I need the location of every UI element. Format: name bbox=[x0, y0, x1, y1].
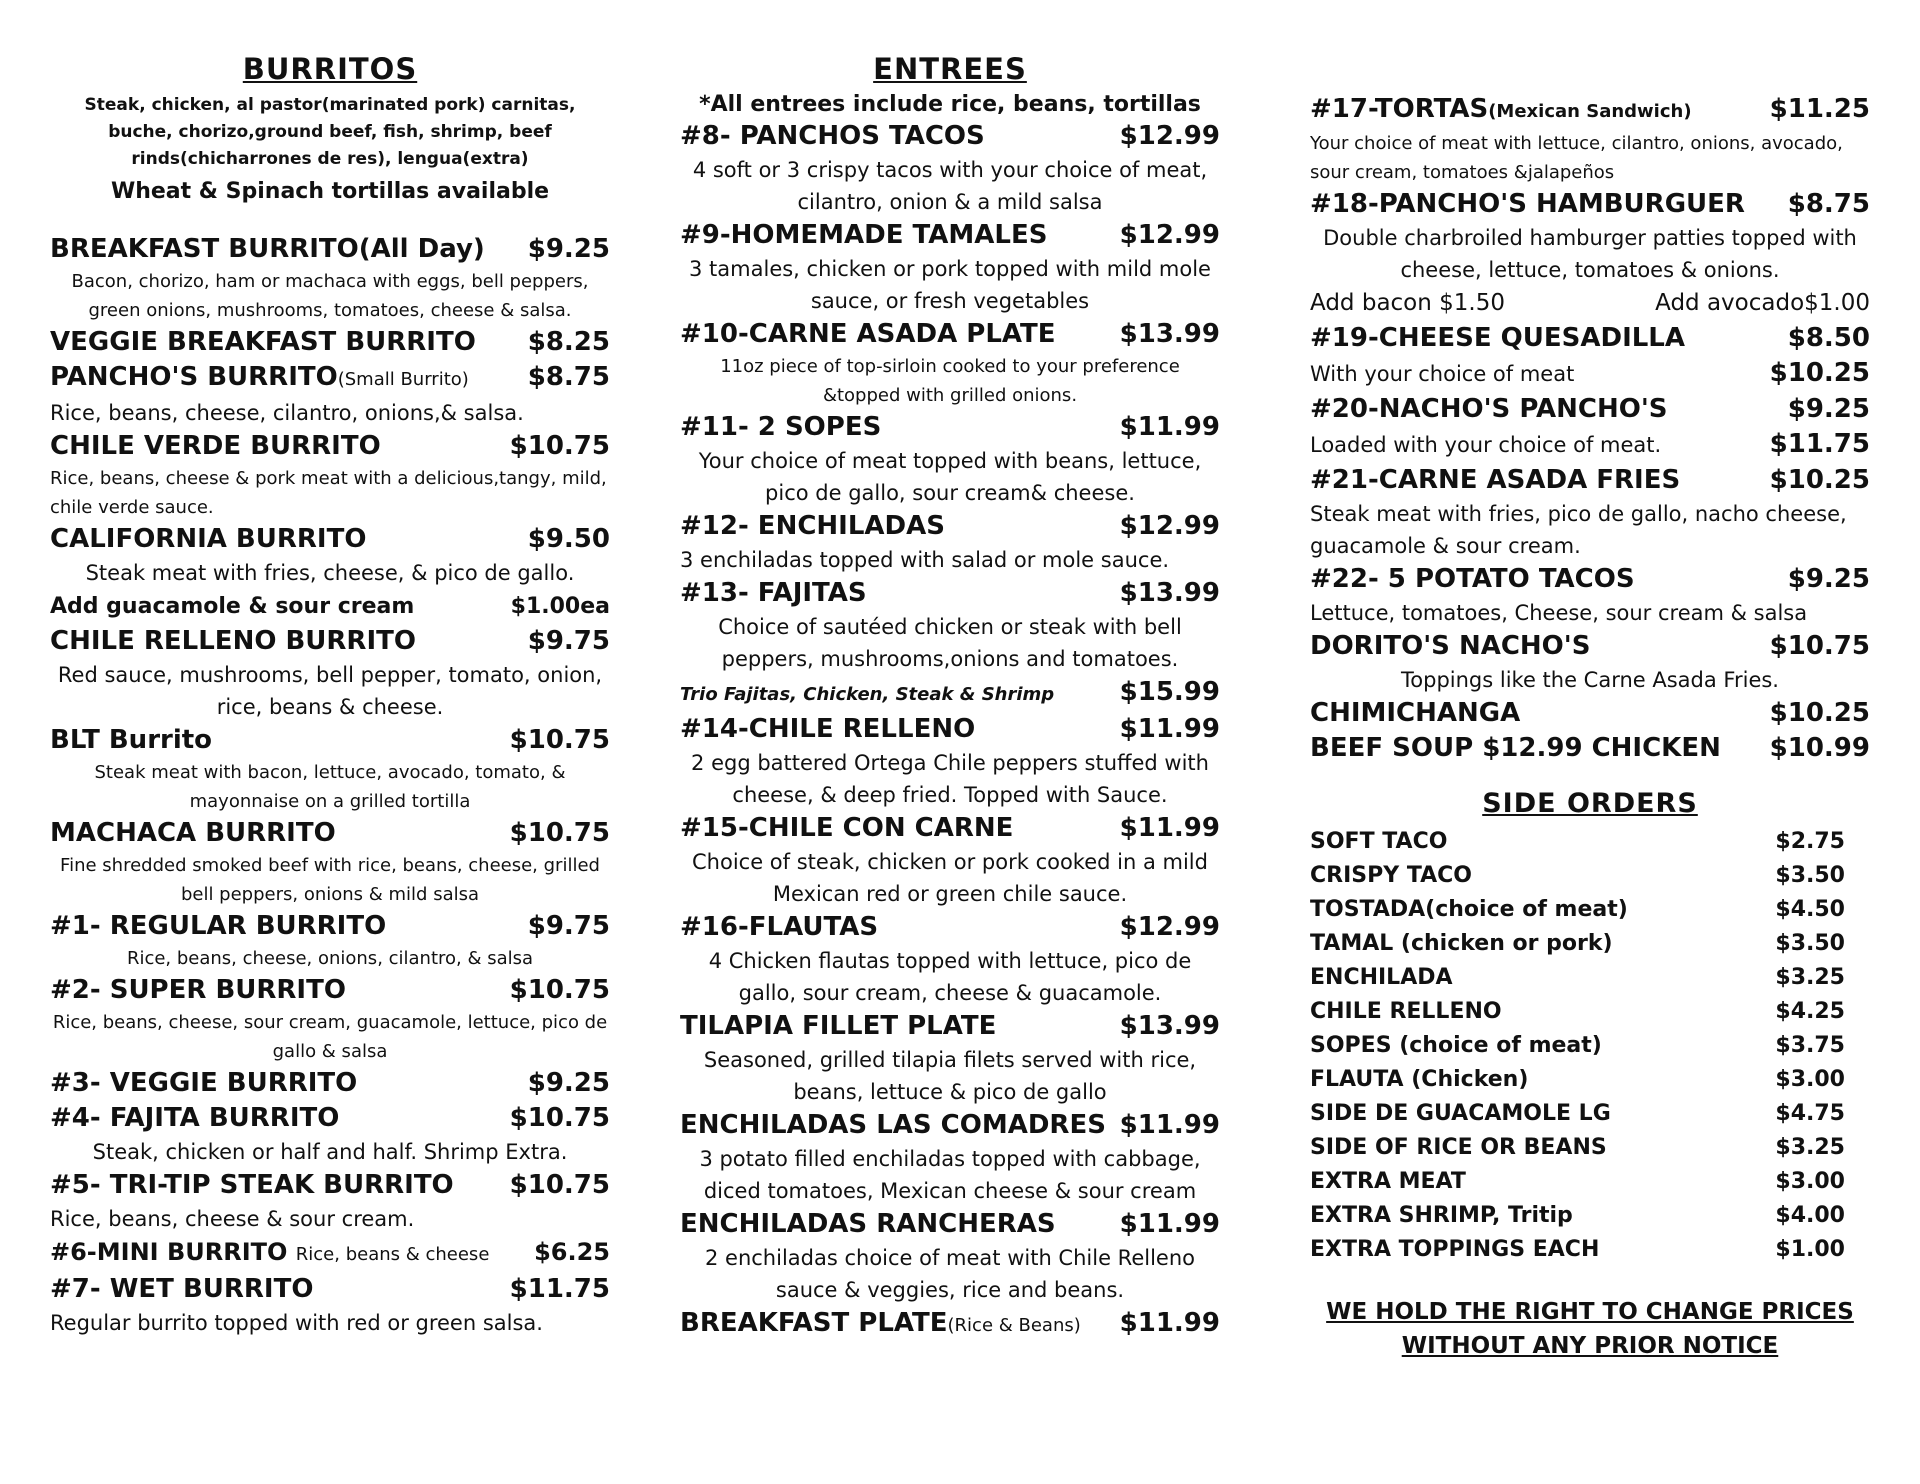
menu-item bbox=[50, 1066, 610, 1101]
item-description: 3 tamales, chicken or pork topped with mild mole sauce, or fresh vegetables bbox=[689, 257, 1211, 313]
item-name: CALIFORNIA BURRITO bbox=[50, 524, 367, 554]
specials-column bbox=[1310, 92, 1870, 1363]
add-bacon-label: Add bacon $1.50 bbox=[1310, 290, 1505, 316]
side-item bbox=[1310, 1165, 1870, 1199]
item-description: Seasoned, grilled tilapia filets served with rice, beans, lettuce & pico de gallo bbox=[703, 1048, 1197, 1104]
item-name: BLT Burrito bbox=[50, 725, 213, 755]
side-item bbox=[1310, 1029, 1870, 1063]
item-price: $11.99 bbox=[1119, 813, 1220, 843]
entrees-column bbox=[680, 52, 1220, 1343]
item-price: $10.25 bbox=[1769, 358, 1870, 388]
side-name: SOFT TACO bbox=[1310, 829, 1448, 854]
item-name: #11- 2 SOPES bbox=[680, 412, 882, 442]
item-name: BREAKFAST BURRITO(All Day) bbox=[50, 234, 485, 264]
item-name: #21-CARNE ASADA FRIES bbox=[1310, 465, 1681, 495]
item-price: $12.99 bbox=[1119, 220, 1220, 250]
menu-item-option bbox=[1310, 427, 1870, 463]
item-price: $9.50 bbox=[527, 524, 610, 554]
item-name: #1- REGULAR BURRITO bbox=[50, 911, 387, 941]
item-price: $10.75 bbox=[509, 975, 610, 1005]
side-price: $4.00 bbox=[1775, 1203, 1845, 1228]
item-name: BREAKFAST PLATE bbox=[680, 1308, 948, 1338]
item-size-note: Rice, beans & cheese bbox=[295, 1244, 490, 1265]
menu-item bbox=[50, 1168, 610, 1203]
entrees-title: ENTREES bbox=[873, 52, 1027, 86]
item-description: Red sauce, mushrooms, bell pepper, tomato, onion, rice, beans & cheese. bbox=[57, 663, 603, 719]
side-price: $4.75 bbox=[1775, 1101, 1845, 1126]
item-name: #4- FAJITA BURRITO bbox=[50, 1103, 340, 1133]
item-name: #22- 5 POTATO TACOS bbox=[1310, 564, 1635, 594]
menu-item bbox=[680, 509, 1220, 544]
item-description: Rice, beans, cheese & pork meat with a delicious,tangy, mild, chile verde sauce. bbox=[50, 468, 607, 518]
menu-item bbox=[680, 218, 1220, 253]
item-name: #14-CHILE RELLENO bbox=[680, 714, 976, 744]
item-name: #5- TRI-TIP STEAK BURRITO bbox=[50, 1170, 454, 1200]
menu-item bbox=[680, 576, 1220, 611]
menu-item bbox=[680, 1108, 1220, 1143]
side-name: TOSTADA(choice of meat) bbox=[1310, 897, 1628, 922]
item-name: #8- PANCHOS TACOS bbox=[680, 121, 985, 151]
menu-item bbox=[680, 910, 1220, 945]
side-price: $3.50 bbox=[1775, 863, 1845, 888]
menu-item bbox=[1310, 562, 1870, 597]
item-price: $8.75 bbox=[527, 362, 610, 392]
item-description: Double charbroiled hamburger patties topped with cheese, lettuce, tomatoes & onions. bbox=[1323, 226, 1857, 282]
item-price: $10.75 bbox=[509, 1103, 610, 1133]
item-name: #13- FAJITAS bbox=[680, 578, 867, 608]
item-price: $9.25 bbox=[1787, 394, 1870, 424]
item-name: #7- WET BURRITO bbox=[50, 1274, 314, 1304]
item-name: Add guacamole & sour cream bbox=[50, 594, 415, 619]
menu-item bbox=[1310, 731, 1870, 766]
side-price: $4.50 bbox=[1775, 897, 1845, 922]
item-price: $11.75 bbox=[509, 1274, 610, 1304]
item-price: $15.99 bbox=[1119, 677, 1220, 707]
menu-item bbox=[680, 712, 1220, 747]
item-price: $8.25 bbox=[527, 327, 610, 357]
menu-item-option bbox=[1310, 356, 1870, 392]
item-name: #3- VEGGIE BURRITO bbox=[50, 1068, 358, 1098]
item-price: $11.99 bbox=[1119, 1308, 1220, 1338]
item-description: 11oz piece of top-sirloin cooked to your preference &topped with grilled onions. bbox=[720, 356, 1180, 406]
item-price: $13.99 bbox=[1119, 1011, 1220, 1041]
side-item bbox=[1310, 1097, 1870, 1131]
item-name: CHILE RELLENO BURRITO bbox=[50, 626, 416, 656]
item-description: 4 Chicken flautas topped with lettuce, pico de gallo, sour cream, cheese & guacamole. bbox=[708, 949, 1192, 1005]
item-price: $13.99 bbox=[1119, 319, 1220, 349]
menu-item bbox=[1310, 392, 1870, 427]
side-name: EXTRA SHRIMP, Tritip bbox=[1310, 1203, 1573, 1228]
side-orders-list bbox=[1310, 825, 1870, 1267]
menu-item bbox=[50, 1272, 610, 1307]
item-name: #12- ENCHILADAS bbox=[680, 511, 945, 541]
menu-item bbox=[680, 119, 1220, 154]
item-price: $1.00ea bbox=[510, 594, 610, 619]
item-description: Steak, chicken or half and half. Shrimp Extra. bbox=[92, 1140, 568, 1164]
item-name: #20-NACHO'S PANCHO'S bbox=[1310, 394, 1668, 424]
side-price: $3.00 bbox=[1775, 1169, 1845, 1194]
side-price: $1.00 bbox=[1775, 1237, 1845, 1262]
side-name: FLAUTA (Chicken) bbox=[1310, 1067, 1529, 1092]
item-description: Your choice of meat with lettuce, cilantro, onions, avocado, sour cream, tomatoes &jalapeños bbox=[1310, 133, 1843, 183]
menu-item bbox=[1310, 696, 1870, 731]
item-name: #16-FLAUTAS bbox=[680, 912, 879, 942]
side-item bbox=[1310, 1063, 1870, 1097]
side-item bbox=[1310, 995, 1870, 1029]
item-price: $10.99 bbox=[1769, 733, 1870, 763]
item-price: $12.99 bbox=[1119, 912, 1220, 942]
side-name: CHILE RELLENO bbox=[1310, 999, 1502, 1024]
item-price: $10.25 bbox=[1769, 465, 1870, 495]
item-description: 2 enchiladas choice of meat with Chile Relleno sauce & veggies, rice and beans. bbox=[704, 1246, 1195, 1302]
menu-item bbox=[1310, 629, 1870, 664]
item-name: VEGGIE BREAKFAST BURRITO bbox=[50, 327, 476, 357]
item-price: $8.50 bbox=[1787, 323, 1870, 353]
item-price: $11.99 bbox=[1119, 1110, 1220, 1140]
addon-row bbox=[1310, 286, 1870, 321]
menu-item bbox=[50, 973, 610, 1008]
item-name: #6-MINI BURRITO bbox=[50, 1238, 288, 1266]
menu-item bbox=[50, 1101, 610, 1136]
burritos-column bbox=[50, 52, 610, 1339]
item-price: $11.75 bbox=[1769, 429, 1870, 459]
price-change-notice bbox=[1310, 1295, 1870, 1363]
add-avocado-label: Add avocado$1.00 bbox=[1655, 290, 1870, 316]
side-item bbox=[1310, 893, 1870, 927]
item-description: 2 egg battered Ortega Chile peppers stuffed with cheese, & deep fried. Topped with Sauce. bbox=[691, 751, 1209, 807]
menu-item bbox=[680, 410, 1220, 445]
item-name: Trio Fajitas, Chicken, Steak & Shrimp bbox=[680, 684, 1055, 705]
item-price: $9.25 bbox=[1787, 564, 1870, 594]
menu-item bbox=[1310, 321, 1870, 356]
menu-item bbox=[50, 723, 610, 758]
side-name: EXTRA MEAT bbox=[1310, 1169, 1466, 1194]
item-price: $10.75 bbox=[509, 431, 610, 461]
item-price: $9.75 bbox=[527, 626, 610, 656]
item-price: $10.75 bbox=[509, 725, 610, 755]
side-price: $3.25 bbox=[1775, 965, 1845, 990]
side-name: TAMAL (chicken or pork) bbox=[1310, 931, 1613, 956]
item-description: 3 enchiladas topped with salad or mole sauce. bbox=[680, 548, 1170, 572]
side-item bbox=[1310, 927, 1870, 961]
menu-item bbox=[50, 522, 610, 557]
entrees-note: *All entrees include rice, beans, tortillas bbox=[699, 92, 1201, 117]
side-price: $3.25 bbox=[1775, 1135, 1845, 1160]
menu-item bbox=[680, 1009, 1220, 1044]
tortilla-note: Wheat & Spinach tortillas available bbox=[110, 179, 550, 204]
item-name: ENCHILADAS LAS COMADRES bbox=[680, 1110, 1106, 1140]
side-name: SIDE OF RICE OR BEANS bbox=[1310, 1135, 1607, 1160]
burritos-title: BURRITOS bbox=[242, 52, 418, 86]
side-price: $3.75 bbox=[1775, 1033, 1845, 1058]
item-size-note: (Rice & Beans) bbox=[947, 1315, 1081, 1336]
side-name: EXTRA TOPPINGS EACH bbox=[1310, 1237, 1600, 1262]
menu-item bbox=[50, 360, 610, 397]
item-size-note: (Mexican Sandwich) bbox=[1488, 101, 1692, 122]
side-price: $3.50 bbox=[1775, 931, 1845, 956]
menu-item bbox=[50, 624, 610, 659]
item-name: #17-TORTAS bbox=[1310, 94, 1489, 124]
menu-item bbox=[680, 1207, 1220, 1242]
item-description: Rice, beans, cheese & sour cream. bbox=[50, 1207, 415, 1231]
menu-item bbox=[50, 429, 610, 464]
notice-line: WE HOLD THE RIGHT TO CHANGE PRICES bbox=[1326, 1299, 1854, 1325]
item-name: #2- SUPER BURRITO bbox=[50, 975, 346, 1005]
item-price: $10.75 bbox=[1769, 631, 1870, 661]
item-name: BEEF SOUP $12.99 CHICKEN bbox=[1310, 733, 1721, 763]
item-name: #18-PANCHO'S HAMBURGUER bbox=[1310, 189, 1745, 219]
side-item bbox=[1310, 1199, 1870, 1233]
menu-item bbox=[50, 325, 610, 360]
menu-item bbox=[1310, 92, 1870, 129]
item-description: Rice, beans, cheese, onions, cilantro, & salsa bbox=[126, 948, 534, 969]
item-description: Your choice of meat topped with beans, lettuce, pico de gallo, sour cream& cheese. bbox=[698, 449, 1202, 505]
item-price: $6.25 bbox=[534, 1238, 610, 1266]
menu-item bbox=[680, 675, 1220, 712]
item-price: $12.99 bbox=[1119, 121, 1220, 151]
item-price: $11.99 bbox=[1119, 412, 1220, 442]
item-description: Regular burrito topped with red or green salsa. bbox=[50, 1311, 543, 1335]
item-price: $10.75 bbox=[509, 1170, 610, 1200]
item-name: ENCHILADAS RANCHERAS bbox=[680, 1209, 1056, 1239]
side-name: CRISPY TACO bbox=[1310, 863, 1473, 888]
item-name: With your choice of meat bbox=[1310, 362, 1575, 386]
item-name: MACHACA BURRITO bbox=[50, 818, 336, 848]
side-orders-title: SIDE ORDERS bbox=[1482, 788, 1698, 819]
item-description: Lettuce, tomatoes, Cheese, sour cream & salsa bbox=[1310, 601, 1808, 625]
menu-item bbox=[680, 811, 1220, 846]
item-description: Bacon, chorizo, ham or machaca with eggs, bell peppers, green onions, mushrooms, tomatoes, cheese & salsa. bbox=[71, 271, 589, 321]
item-price: $9.25 bbox=[527, 1068, 610, 1098]
menu-item bbox=[1310, 463, 1870, 498]
item-price: $8.75 bbox=[1787, 189, 1870, 219]
side-price: $3.00 bbox=[1775, 1067, 1845, 1092]
side-item bbox=[1310, 961, 1870, 995]
notice-line: WITHOUT ANY PRIOR NOTICE bbox=[1401, 1333, 1779, 1359]
item-description: 3 potato filled enchiladas topped with cabbage, diced tomatoes, Mexican cheese & sour cream bbox=[699, 1147, 1201, 1203]
item-name: CHILE VERDE BURRITO bbox=[50, 431, 381, 461]
side-price: $2.75 bbox=[1775, 829, 1845, 854]
item-price: $11.99 bbox=[1119, 714, 1220, 744]
item-price: $11.25 bbox=[1769, 94, 1870, 124]
item-description: Fine shredded smoked beef with rice, beans, cheese, grilled bell peppers, onions & mild salsa bbox=[60, 855, 600, 905]
item-description: Rice, beans, cheese, sour cream, guacamole, lettuce, pico de gallo & salsa bbox=[52, 1012, 608, 1062]
item-price: $11.99 bbox=[1119, 1209, 1220, 1239]
menu-item bbox=[680, 317, 1220, 352]
item-description: Steak meat with fries, pico de gallo, nacho cheese, guacamole & sour cream. bbox=[1310, 502, 1847, 558]
menu-item bbox=[680, 1306, 1220, 1343]
item-price: $9.25 bbox=[527, 234, 610, 264]
side-item bbox=[1310, 1233, 1870, 1267]
side-item bbox=[1310, 825, 1870, 859]
item-description: Steak meat with fries, cheese, & pico de gallo. bbox=[85, 561, 575, 585]
item-name: TILAPIA FILLET PLATE bbox=[680, 1011, 997, 1041]
side-name: SIDE DE GUACAMOLE LG bbox=[1310, 1101, 1611, 1126]
item-price: $13.99 bbox=[1119, 578, 1220, 608]
menu-addon bbox=[50, 589, 610, 624]
item-price: $10.75 bbox=[509, 818, 610, 848]
item-price: $10.25 bbox=[1769, 698, 1870, 728]
item-description: Steak meat with bacon, lettuce, avocado, tomato, & mayonnaise on a grilled tortilla bbox=[94, 762, 566, 812]
side-name: ENCHILADA bbox=[1310, 965, 1453, 990]
menu-item bbox=[50, 909, 610, 944]
side-name: SOPES (choice of meat) bbox=[1310, 1033, 1602, 1058]
item-description: Choice of sautéed chicken or steak with bell peppers, mushrooms,onions and tomatoes. bbox=[718, 615, 1182, 671]
menu-item bbox=[50, 816, 610, 851]
item-name: #15-CHILE CON CARNE bbox=[680, 813, 1014, 843]
item-size-note: (Small Burrito) bbox=[337, 369, 469, 390]
item-name: Loaded with your choice of meat. bbox=[1310, 433, 1662, 457]
item-name: #10-CARNE ASADA PLATE bbox=[680, 319, 1056, 349]
side-price: $4.25 bbox=[1775, 999, 1845, 1024]
item-name: DORITO'S NACHO'S bbox=[1310, 631, 1591, 661]
item-name: PANCHO'S BURRITO bbox=[50, 362, 338, 392]
menu-item bbox=[50, 232, 610, 267]
side-item bbox=[1310, 859, 1870, 893]
item-price: $12.99 bbox=[1119, 511, 1220, 541]
burritos-meat-options: Steak, chicken, al pastor(marinated pork) carnitas, buche, chorizo,ground beef, fish, shrimp, beef rinds(chicharrones de res), lengua(extra) bbox=[84, 95, 576, 169]
item-name: #19-CHEESE QUESADILLA bbox=[1310, 323, 1685, 353]
item-description: Choice of steak, chicken or pork cooked in a mild Mexican red or green chile sauce. bbox=[692, 850, 1208, 906]
side-item bbox=[1310, 1131, 1870, 1165]
item-description: Toppings like the Carne Asada Fries. bbox=[1401, 668, 1779, 692]
menu-item bbox=[50, 1235, 610, 1272]
item-name: CHIMICHANGA bbox=[1310, 698, 1521, 728]
item-description: 4 soft or 3 crispy tacos with your choice of meat, cilantro, onion & a mild salsa bbox=[692, 158, 1208, 214]
item-description: Rice, beans, cheese, cilantro, onions,& salsa. bbox=[50, 401, 524, 425]
item-price: $9.75 bbox=[527, 911, 610, 941]
menu-item bbox=[1310, 187, 1870, 222]
item-name: #9-HOMEMADE TAMALES bbox=[680, 220, 1048, 250]
